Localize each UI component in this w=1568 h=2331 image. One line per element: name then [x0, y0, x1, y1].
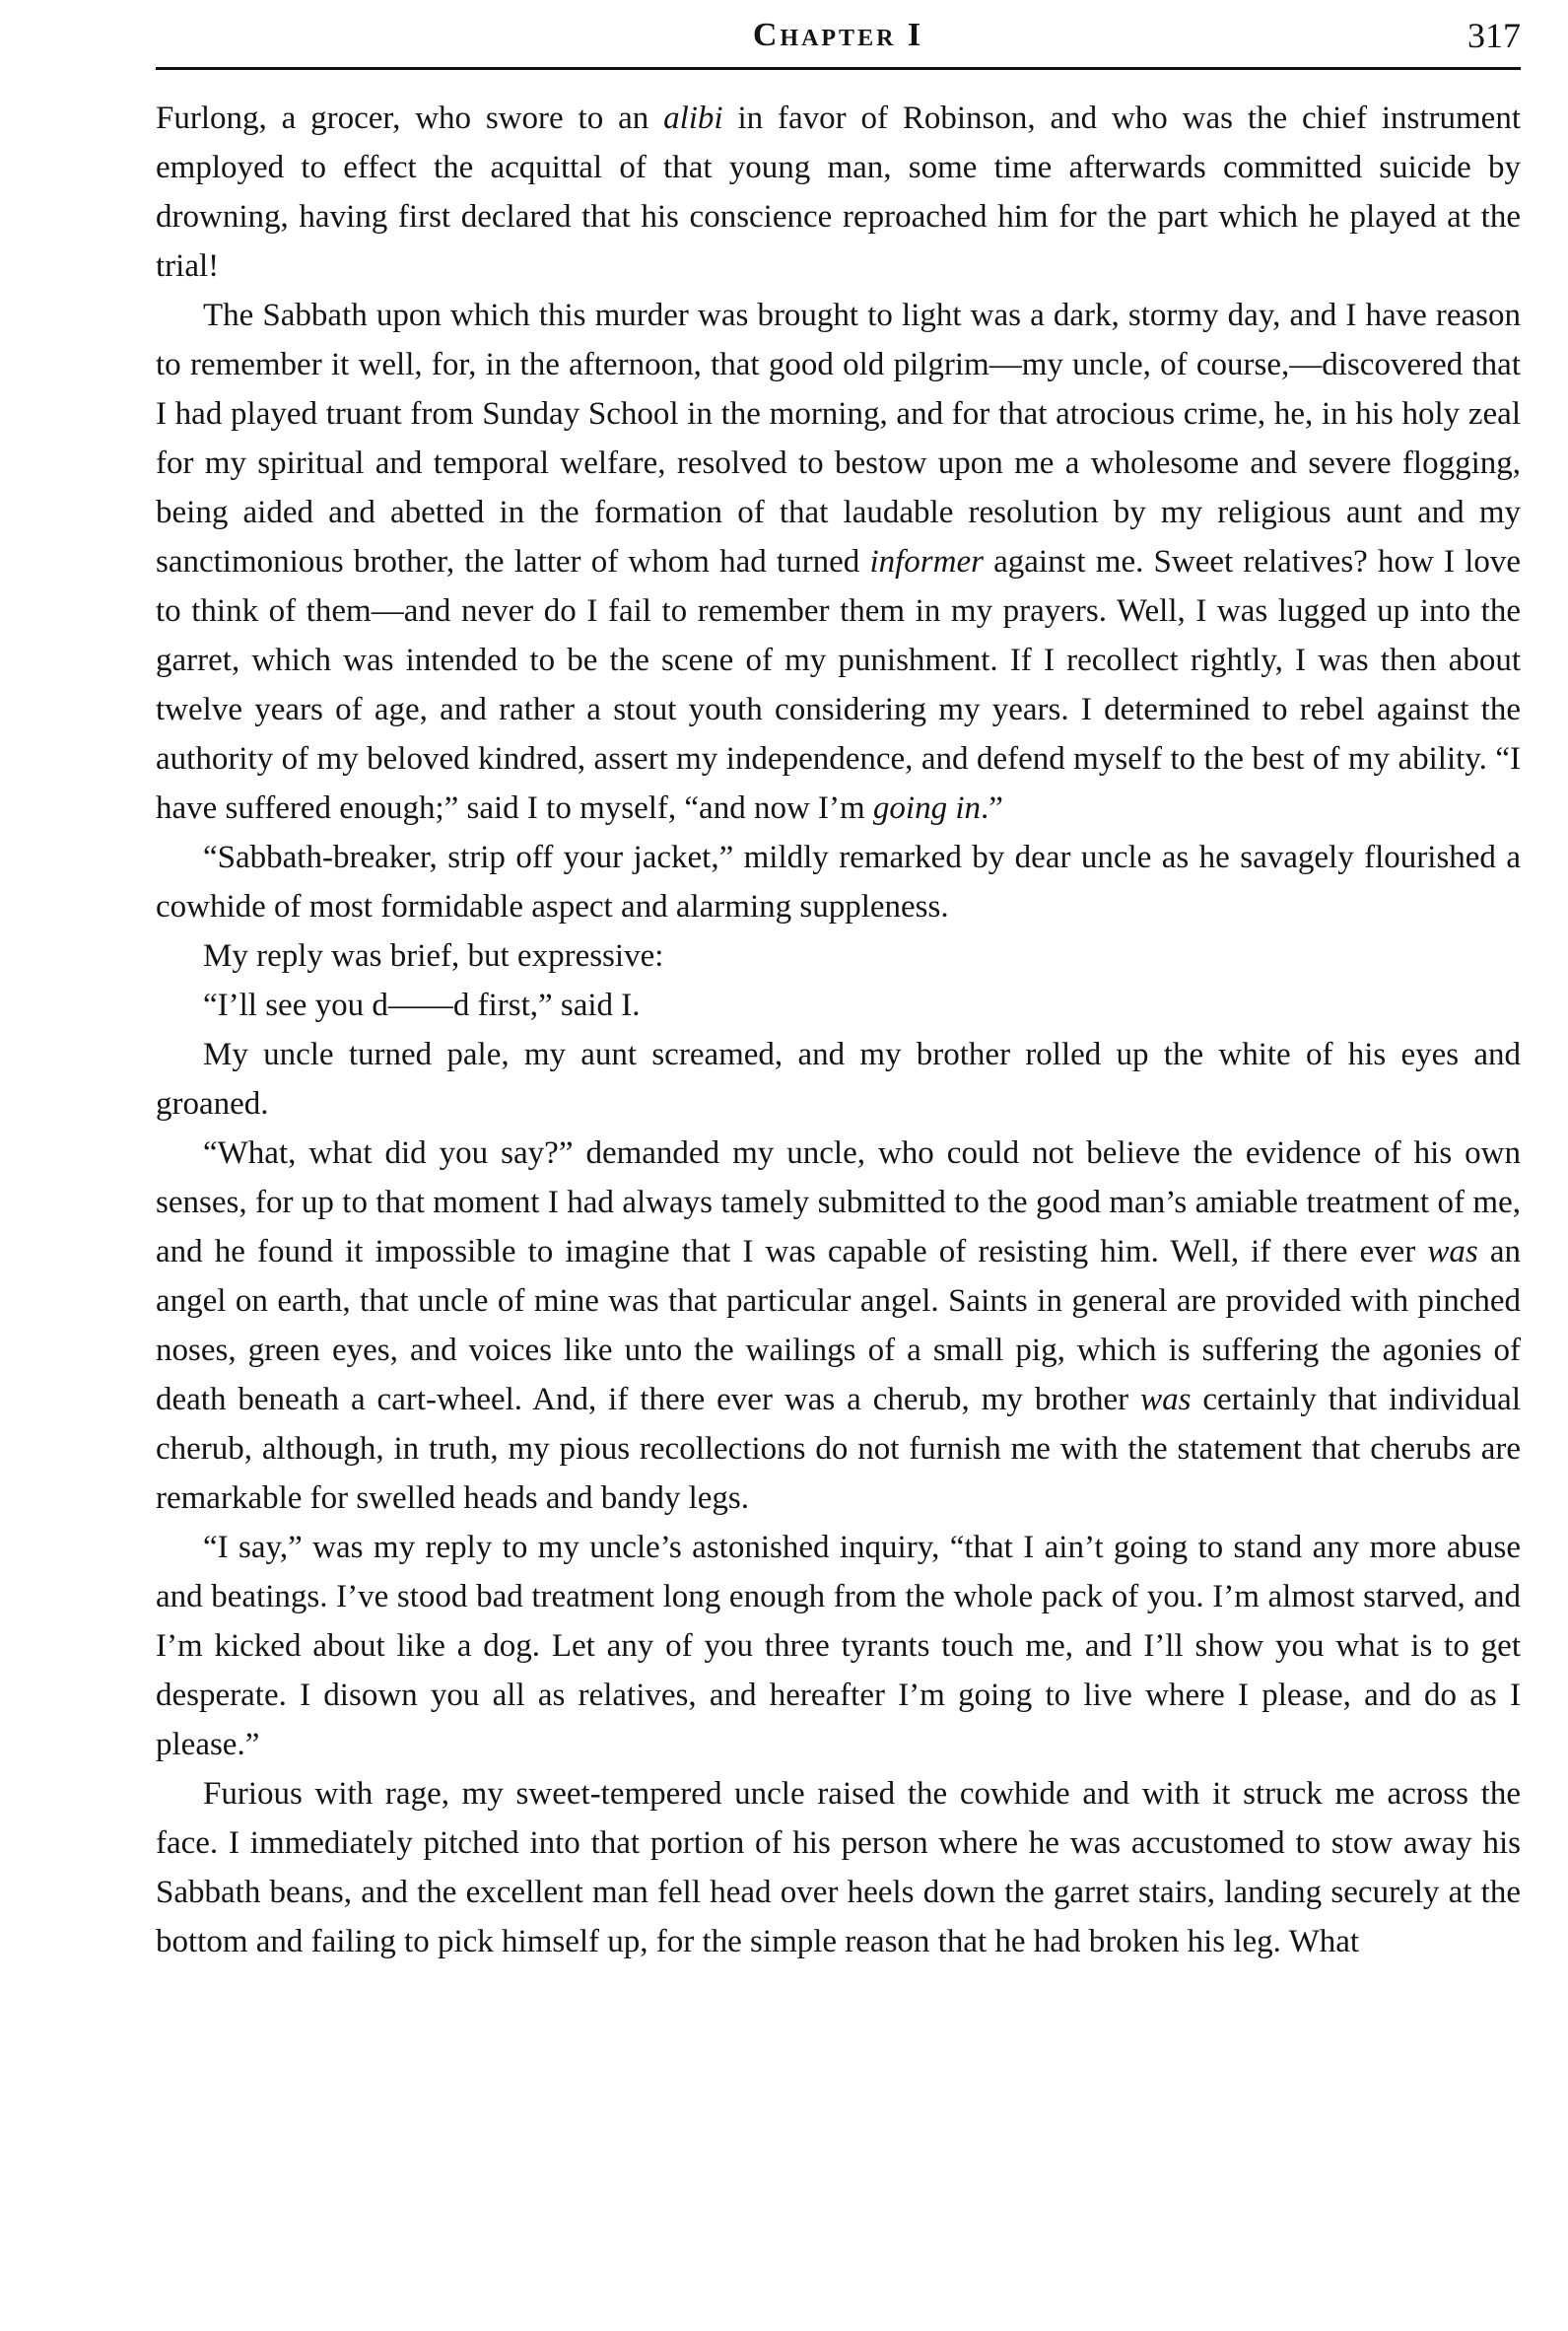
paragraph — [156, 291, 1521, 833]
text-segment: “What, what did you say?” demanded my uncle, who could not believe the evidence of his own senses, for up to that moment I had always tamely submitted to the good man’s amiable treatment of me, and he found it impossible to imagine that I was capable of resisting him. Well, if there ever — [156, 1135, 1521, 1269]
italic-text-segment: going in — [872, 790, 982, 826]
text-segment: an angel on earth, that uncle of mine was that particular angel. Saints in general are provided with pinched noses, green eyes, and voices like unto the wailings of a small pig, which is suffering the agonies of death beneath a cart-wheel. And, if there ever was a cherub, my brother — [156, 1234, 1521, 1417]
text-segment: Furlong, a grocer, who swore to an — [156, 101, 664, 136]
text-segment: “I’ll see you d——d first,” said I. — [203, 988, 641, 1023]
text-segment: against me. Sweet relatives? how I love to think of them—and never do I fail to remember them in my prayers. Well, I was lugged up into the garret, which was intended to be the scene of my punishment. If I recollect rightly, I was then about twelve years of age, and rather a stout youth considering my years. I determined to rebel against the authority of my beloved kindred, assert my independence, and defend myself to the best of my ability. “I have suffered enough;” said I to myself, “and now I’m — [156, 544, 1522, 826]
text-segment: .” — [981, 790, 1003, 826]
text-segment: Furious with rage, my sweet-tempered uncle raised the cowhide and with it struck me across the face. I immediately pitched into that portion of his person where he was accustomed to stow away his Sabbath beans, and the excellent man fell head over heels down the garret stairs, landing securely at the bottom and failing to pick himself up, for the simple reason that he had broken his leg. What — [156, 1776, 1521, 1959]
text-segment: “Sabbath-breaker, strip off your jacket,” mildly remarked by dear uncle as he savagely flourished a cowhide of most formidable aspect and alarming suppleness. — [156, 840, 1521, 925]
paragraph — [156, 1769, 1521, 1966]
italic-text-segment: was — [1140, 1382, 1192, 1417]
book-page — [156, 0, 1521, 1966]
page-body — [156, 94, 1521, 1966]
paragraph — [156, 1129, 1521, 1523]
text-segment: in favor of Robinson, and who was the chief instrument employed to effect the acquittal of that young man, some time afterwards committed suicide by drowning, having first declared that his conscience reproached him for the part which he played at the trial! — [156, 101, 1521, 284]
italic-text-segment: informer — [869, 544, 984, 580]
paragraph — [156, 94, 1521, 291]
header-rule — [156, 67, 1521, 70]
paragraph — [156, 833, 1521, 931]
page-number: 317 — [1467, 16, 1521, 55]
italic-text-segment: was — [1427, 1234, 1478, 1269]
chapter-title: Chapter I — [752, 17, 924, 53]
text-segment: My reply was brief, but expressive: — [203, 938, 664, 974]
paragraph — [156, 1523, 1521, 1769]
text-segment: certainly that individual cherub, although, in truth, my pious recollections do not furnish me with the statement that cherubs are remarkable for swelled heads and bandy legs. — [156, 1382, 1521, 1516]
text-segment: “I say,” was my reply to my uncle’s astonished inquiry, “that I ain’t going to stand any more abuse and beatings. I’ve stood bad treatment long enough from the whole pack of you. I’m almost starved, and I’m kicked about like a dog. Let any of you three tyrants touch me, and I’ll show you what is to get desperate. I disown you all as relatives, and hereafter I’m going to live where I please, and do as I please.” — [156, 1530, 1521, 1762]
paragraph — [156, 981, 1521, 1030]
page-header — [156, 12, 1521, 59]
italic-text-segment: alibi — [663, 101, 723, 136]
text-segment: My uncle turned pale, my aunt screamed, and my brother rolled up the white of his eyes and groaned. — [156, 1037, 1521, 1122]
paragraph — [156, 1030, 1521, 1129]
text-segment: The Sabbath upon which this murder was brought to light was a dark, stormy day, and I have reason to remember it well, for, in the afternoon, that good old pilgrim—my uncle, of course,—discovered that I had played truant from Sunday School in the morning, and for that atrocious crime, he, in his holy zeal for my spiritual and temporal welfare, resolved to bestow upon me a wholesome and severe flogging, being aided and abetted in the formation of that laudable resolution by my religious aunt and my sanctimonious brother, the latter of whom had turned — [156, 298, 1521, 580]
paragraph — [156, 931, 1521, 981]
